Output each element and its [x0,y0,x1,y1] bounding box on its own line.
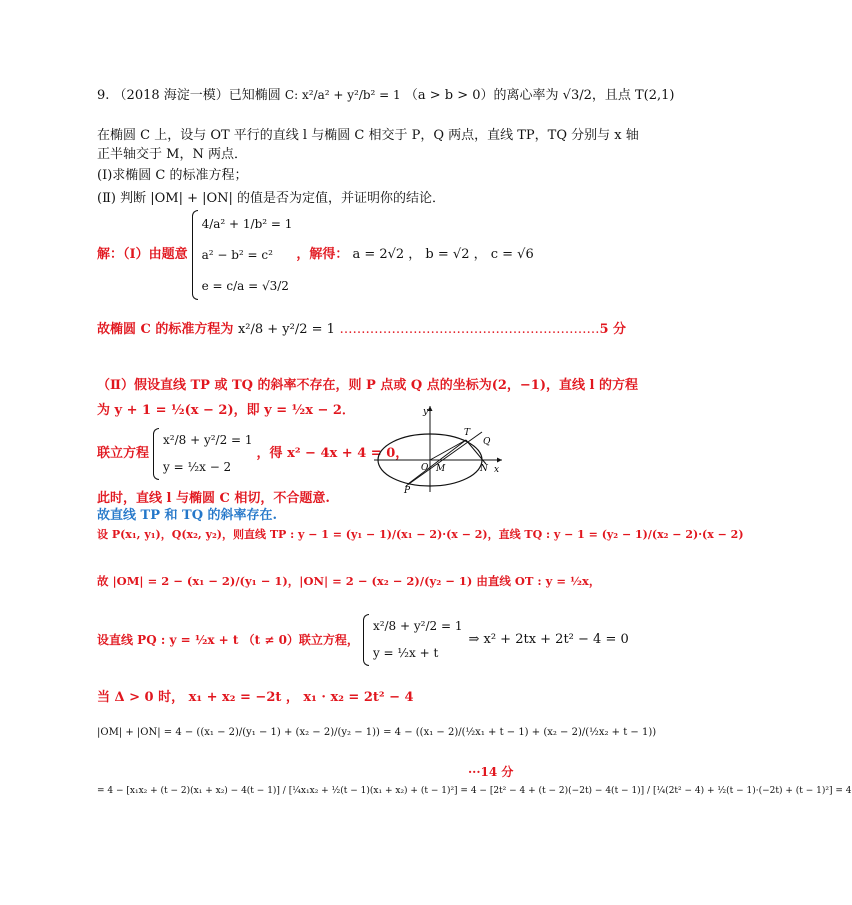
joint-label: 联立方程 [97,445,150,461]
joint-eq-2: y = ½x − 2 [163,460,232,475]
joint-block [97,428,408,480]
ellipse-equation: C: x²/a² + y²/b² = 1 [284,88,401,102]
set-points-line [97,528,744,542]
om-on-text: 故 |OM| = 2 − (x₁ − 2)/(y₁ − 1)，|ON| = 2 − (x₂ − 2)/(y₂ − 1) 由直线 OT : y = ½x， [97,574,601,588]
set-points-text: 设 P(x₁, y₁)，Q(x₂, y₂)，则直线 TP : y − 1 = (y₁ − 1)/(x₁ − 2)·(x − 2)，直线 TQ : y − 1 = (y₂ − 1)/(x₂ − 2)·(x − 2) [97,528,744,541]
tangent-line: 此时，直线 l 与椭圆 C 相切，不合题意. [97,491,330,506]
sys-eq-3: e = c/a = √3/2 [201,278,289,293]
system-brace [192,210,198,300]
label-p: P [404,486,411,496]
problem-line-2: 在椭圆 C 上，设与 OT 平行的直线 l 与椭圆 C 相交于 P，Q 两点，直线 TP，TQ 分别与 x 轴 [97,128,639,143]
final-equation: x²/8 + y²/2 = 1 [237,322,335,337]
pq-eq-1: x²/8 + y²/2 = 1 [372,618,463,633]
standard-equation-line [97,322,626,338]
pq-system [363,614,463,666]
line-tp [408,440,466,484]
label-t: T [464,428,471,438]
final-line: = 4 − [x₁x₂ + (t − 2)(x₁ + x₂) − 4(t − 1)] / [¼x₁x₂ + ½(t − 1)(x₁ + x₂) + (t − 1)²] = 4 − [2t² − 4 + (t − 2)(−2t) − 4(t − 1)] / [¼(2t² − 4) + ½(t − 1)·(−2t) + (t − 1)²] = 4 [97,786,852,796]
sum-line: |OM| + |ON| = 4 − ((x₁ − 2)/(y₁ − 1) + (x₂ − 2)/(y₂ − 1)) = 4 − ((x₁ − 2)/(½x₁ + t − 1) + (x₂ − 2)/(½x₂ + t − 1)) [97,727,657,738]
pq-eq-2: y = ½x + t [372,646,439,661]
ecc-text: 的离心率为 [493,88,559,103]
score-14: ···14 分 [468,765,514,779]
ecc-value: √3/2 [562,88,592,103]
label-y: y [423,407,429,417]
pq-block [97,614,629,666]
problem-intro: 已知椭圆 [228,88,281,103]
problem-source: （2018 海淀一模） [113,88,229,103]
om-on-line [97,574,600,588]
pq-brace [363,614,369,666]
solution-1-label: 解：（Ⅰ）由题意 [97,246,188,262]
final-prefix: 故椭圆 C 的标准方程为 [97,322,234,337]
solve-results: a = 2√2 ， b = √2 ， c = √6 [352,246,534,262]
joint-system [153,428,253,480]
pq-label: 设直线 PQ : y = ½x + t （t ≠ 0）联立方程， [97,632,359,647]
label-q: Q [483,437,491,447]
label-m: M [436,464,446,474]
point-text: ，且点 T(2,1) [591,88,675,103]
score-5: 5 分 [599,322,627,337]
problem-line-3: 正半轴交于 M，N 两点． [97,147,247,162]
line-ot [430,440,466,460]
label-x: x [494,465,500,475]
y-axis-arrow [428,406,433,411]
solution-1-system [192,210,293,300]
problem-line-1 [97,88,675,104]
sys-eq-2: a² − b² = c² [201,247,273,262]
solve-label: ，解得： [296,246,349,262]
line-pq [406,432,482,486]
x-axis-arrow [497,458,502,463]
joint-result: ，得 x² − 4x + 4 = 0， [256,445,409,461]
score-dots: …………………………………………………… [339,322,600,337]
vieta-line: 当 Δ > 0 时， x₁ + x₂ = −2t ， x₁ · x₂ = 2t² − 4 [97,690,414,705]
label-n: N [480,464,488,474]
label-o: O [421,463,429,473]
pq-result: ⇒ x² + 2tx + 2t² − 4 = 0 [468,631,629,647]
problem-condition: （a > b > 0） [404,88,494,103]
part-2-question: (Ⅱ) 判断 |OM| + |ON| 的值是否为定值，并证明你的结论． [97,191,446,206]
problem-number: 9. [97,88,110,103]
slopes-exist-line: 故直线 TP 和 TQ 的斜率存在. [97,508,278,523]
solution-1-block [97,210,534,300]
ellipse-figure [368,402,508,494]
joint-brace [153,428,159,480]
part-1-question: (Ⅰ)求椭圆 C 的标准方程； [97,168,248,183]
joint-eq-1: x²/8 + y²/2 = 1 [163,432,253,447]
case-line-1: （Ⅱ）假设直线 TP 或 TQ 的斜率不存在，则 P 点或 Q 点的坐标为(2，−1)，直线 l 的方程 [97,378,638,393]
sys-eq-1: 4/a² + 1/b² = 1 [201,216,293,231]
case-line-2: 为 y + 1 = ½(x − 2)，即 y = ½x − 2． [97,403,355,418]
